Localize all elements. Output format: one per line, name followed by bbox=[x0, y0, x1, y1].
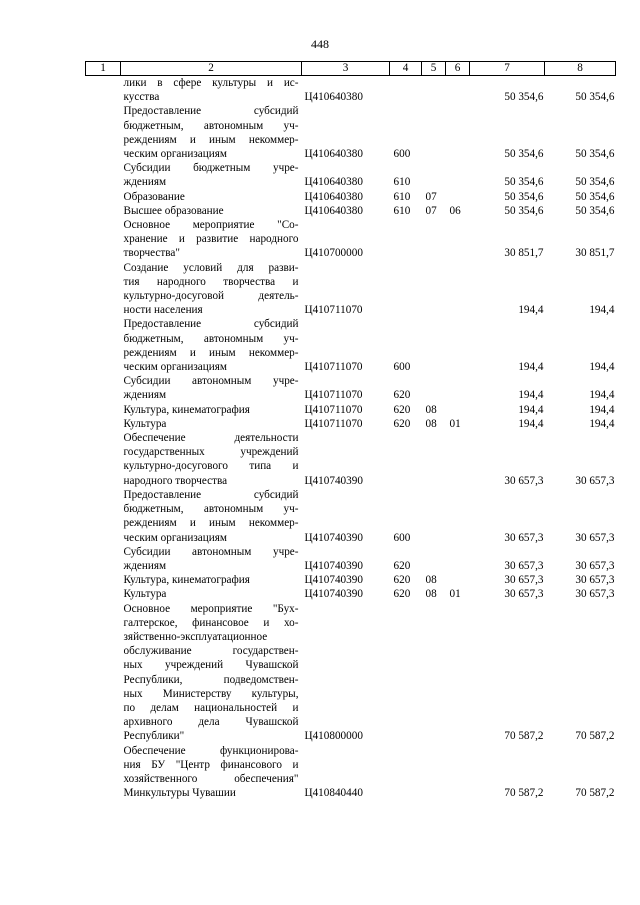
expense-type-cell bbox=[390, 744, 422, 801]
row-name-cell bbox=[121, 218, 302, 261]
expense-type-cell: 620 bbox=[393, 574, 411, 587]
row-name-line: Культура, кинематография bbox=[123, 574, 250, 587]
table-row bbox=[86, 573, 616, 587]
subsection-cell bbox=[446, 218, 470, 261]
row-name-line: ных Министерству культуры, bbox=[123, 687, 299, 700]
subsection-cell bbox=[446, 403, 470, 417]
amount-cell: 30 657,3 bbox=[504, 574, 544, 587]
section-cell bbox=[422, 374, 446, 402]
amount-cell: 194,4 bbox=[518, 403, 544, 416]
section-cell bbox=[422, 744, 446, 801]
table-row bbox=[86, 431, 616, 488]
table-row bbox=[86, 190, 616, 204]
amount-cell: 70 587,2 bbox=[575, 730, 615, 743]
row-name-line: ждениям bbox=[123, 389, 167, 402]
row-name-line: Образование bbox=[123, 190, 185, 203]
row-name-line: творчества" bbox=[123, 247, 180, 260]
row-index-cell bbox=[86, 104, 121, 161]
section-cell bbox=[422, 545, 446, 573]
amount-cell: 50 354,6 bbox=[504, 204, 544, 217]
amount-cell: 30 657,3 bbox=[575, 474, 615, 487]
column-header: 5 bbox=[422, 62, 446, 76]
table-row bbox=[86, 161, 616, 189]
expense-type-cell bbox=[390, 76, 422, 105]
row-name-line: Основное мероприятие "Со- bbox=[123, 219, 299, 232]
row-name-line: Культура bbox=[123, 588, 167, 601]
target-code-cell: Ц410740390 bbox=[304, 474, 363, 487]
target-code-cell: Ц410740390 bbox=[304, 559, 363, 572]
target-code-cell: Ц410711070 bbox=[304, 304, 363, 317]
row-name-cell bbox=[121, 417, 302, 431]
amount-cell: 194,4 bbox=[518, 361, 544, 374]
row-name-cell bbox=[121, 573, 302, 587]
section-cell bbox=[422, 161, 446, 189]
row-name-line: Субсидии бюджетным учре- bbox=[123, 162, 299, 175]
row-name-line: архивного дела Чувашской bbox=[123, 716, 299, 729]
row-index-cell bbox=[86, 431, 121, 488]
amount-cell: 194,4 bbox=[589, 403, 615, 416]
row-index-cell bbox=[86, 403, 121, 417]
amount-cell: 50 354,6 bbox=[504, 190, 544, 203]
amount-cell: 50 354,6 bbox=[504, 176, 544, 189]
target-code-cell: Ц410700000 bbox=[304, 247, 363, 260]
section-cell: 08 bbox=[425, 417, 437, 430]
target-code-cell: Ц410740390 bbox=[304, 574, 363, 587]
table-row bbox=[86, 587, 616, 601]
row-name-line: зяйственно-эксплуатационное bbox=[123, 630, 268, 643]
amount-cell: 50 354,6 bbox=[504, 91, 544, 104]
table-row bbox=[86, 417, 616, 431]
amount-cell: 194,4 bbox=[589, 361, 615, 374]
amount-cell: 30 657,3 bbox=[504, 559, 544, 572]
budget-table bbox=[85, 61, 616, 800]
target-code-cell: Ц410640380 bbox=[304, 176, 363, 189]
column-header: 1 bbox=[86, 62, 121, 76]
target-code-cell: Ц410640380 bbox=[304, 91, 363, 104]
amount-cell: 50 354,6 bbox=[575, 190, 615, 203]
subsection-cell bbox=[446, 602, 470, 744]
row-name-line: Республики, подведомствен- bbox=[123, 673, 299, 686]
subsection-cell bbox=[446, 545, 470, 573]
row-name-line: реждениям и иным некоммер- bbox=[123, 517, 299, 530]
row-name-cell bbox=[121, 161, 302, 189]
amount-cell: 30 657,3 bbox=[575, 531, 615, 544]
row-name-line: народного творчества bbox=[123, 474, 228, 487]
subsection-cell bbox=[446, 104, 470, 161]
row-name-cell bbox=[121, 545, 302, 573]
target-code-cell: Ц410840440 bbox=[304, 787, 363, 800]
row-name-cell bbox=[121, 261, 302, 318]
amount-cell: 194,4 bbox=[518, 417, 544, 430]
row-name-cell bbox=[121, 317, 302, 374]
row-name-line: бюджетным, автономным уч- bbox=[123, 119, 299, 132]
amount-cell: 30 851,7 bbox=[575, 247, 615, 260]
row-index-cell bbox=[86, 190, 121, 204]
table-row bbox=[86, 403, 616, 417]
row-name-line: бюджетным, автономным уч- bbox=[123, 332, 299, 345]
row-name-line: бюджетным, автономным уч- bbox=[123, 503, 299, 516]
table-row bbox=[86, 317, 616, 374]
row-name-line: ческим организациям bbox=[123, 148, 227, 161]
subsection-cell bbox=[446, 488, 470, 545]
expense-type-cell: 600 bbox=[393, 148, 411, 161]
row-name-cell bbox=[121, 587, 302, 601]
row-name-line: культурно-досугового типа и bbox=[123, 460, 299, 473]
subsection-cell bbox=[446, 744, 470, 801]
expense-type-cell: 610 bbox=[393, 204, 411, 217]
amount-cell: 30 657,3 bbox=[575, 574, 615, 587]
amount-cell: 50 354,6 bbox=[575, 176, 615, 189]
expense-type-cell: 620 bbox=[393, 389, 411, 402]
row-name-line: Республики" bbox=[123, 730, 185, 743]
row-name-cell bbox=[121, 744, 302, 801]
row-index-cell bbox=[86, 261, 121, 318]
target-code-cell: Ц410711070 bbox=[304, 361, 363, 374]
expense-type-cell bbox=[390, 261, 422, 318]
row-name-line: Предоставление субсидий bbox=[123, 488, 299, 501]
subsection-cell: 06 bbox=[449, 204, 461, 217]
table-row bbox=[86, 374, 616, 402]
row-index-cell bbox=[86, 545, 121, 573]
row-name-line: кусства bbox=[123, 91, 160, 104]
row-name-cell bbox=[121, 374, 302, 402]
section-cell bbox=[422, 76, 446, 105]
expense-type-cell: 600 bbox=[393, 531, 411, 544]
section-cell: 07 bbox=[425, 190, 437, 203]
column-header: 4 bbox=[390, 62, 422, 76]
expense-type-cell: 610 bbox=[393, 190, 411, 203]
subsection-cell bbox=[446, 190, 470, 204]
amount-cell: 70 587,2 bbox=[504, 730, 544, 743]
amount-cell: 194,4 bbox=[518, 304, 544, 317]
table-row bbox=[86, 602, 616, 744]
subsection-cell bbox=[446, 161, 470, 189]
table-body bbox=[86, 76, 616, 801]
row-name-line: Минкультуры Чувашии bbox=[123, 787, 236, 800]
amount-cell: 30 657,3 bbox=[575, 588, 615, 601]
row-index-cell bbox=[86, 317, 121, 374]
target-code-cell: Ц410640380 bbox=[304, 148, 363, 161]
amount-cell: 70 587,2 bbox=[504, 787, 544, 800]
column-header: 2 bbox=[121, 62, 302, 76]
column-header: 7 bbox=[470, 62, 545, 76]
row-name-cell bbox=[121, 488, 302, 545]
row-name-line: галтерское, финансовое и хо- bbox=[123, 616, 299, 629]
row-name-cell bbox=[121, 602, 302, 744]
target-code-cell: Ц410711070 bbox=[304, 417, 363, 430]
expense-type-cell: 620 bbox=[393, 588, 411, 601]
row-name-line: Культура bbox=[123, 417, 167, 430]
subsection-cell bbox=[446, 374, 470, 402]
row-name-cell bbox=[121, 204, 302, 218]
row-name-line: реждениям и иным некоммер- bbox=[123, 133, 299, 146]
column-header: 8 bbox=[545, 62, 616, 76]
row-name-line: культурно-досуговой деятель- bbox=[123, 290, 299, 303]
subsection-cell bbox=[446, 76, 470, 105]
section-cell bbox=[422, 261, 446, 318]
expense-type-cell: 620 bbox=[393, 403, 411, 416]
target-code-cell: Ц410640380 bbox=[304, 190, 363, 203]
row-name-line: ждениям bbox=[123, 559, 167, 572]
amount-cell: 194,4 bbox=[589, 304, 615, 317]
section-cell bbox=[422, 488, 446, 545]
amount-cell: 30 657,3 bbox=[504, 474, 544, 487]
amount-cell: 194,4 bbox=[518, 389, 544, 402]
row-name-line: ных учреждений Чувашской bbox=[123, 659, 299, 672]
row-name-line: ждениям bbox=[123, 176, 167, 189]
expense-type-cell bbox=[390, 431, 422, 488]
row-index-cell bbox=[86, 587, 121, 601]
target-code-cell: Ц410711070 bbox=[304, 389, 363, 402]
row-name-line: Предоставление субсидий bbox=[123, 105, 299, 118]
target-code-cell: Ц410740390 bbox=[304, 531, 363, 544]
table-row bbox=[86, 261, 616, 318]
column-header: 6 bbox=[446, 62, 470, 76]
expense-type-cell: 600 bbox=[393, 361, 411, 374]
table-row bbox=[86, 218, 616, 261]
row-name-line: Субсидии автономным учре- bbox=[123, 545, 299, 558]
target-code-cell: Ц410800000 bbox=[304, 730, 363, 743]
row-name-line: Предоставление субсидий bbox=[123, 318, 299, 331]
expense-type-cell: 610 bbox=[393, 176, 411, 189]
row-name-cell bbox=[121, 104, 302, 161]
subsection-cell bbox=[446, 431, 470, 488]
row-index-cell bbox=[86, 218, 121, 261]
section-cell: 08 bbox=[425, 588, 437, 601]
row-name-line: Обеспечение функционирова- bbox=[123, 744, 299, 757]
table-row bbox=[86, 545, 616, 573]
row-name-line: тия народного творчества и bbox=[123, 275, 299, 288]
amount-cell: 30 657,3 bbox=[575, 559, 615, 572]
row-name-line: реждениям и иным некоммер- bbox=[123, 346, 299, 359]
section-cell bbox=[422, 431, 446, 488]
section-cell: 08 bbox=[425, 574, 437, 587]
amount-cell: 30 851,7 bbox=[504, 247, 544, 260]
row-name-cell bbox=[121, 431, 302, 488]
table-row bbox=[86, 744, 616, 801]
row-name-line: ческим организациям bbox=[123, 531, 227, 544]
amount-cell: 50 354,6 bbox=[504, 148, 544, 161]
amount-cell: 30 657,3 bbox=[504, 531, 544, 544]
row-name-cell bbox=[121, 76, 302, 105]
page-number: 448 bbox=[311, 37, 329, 51]
target-code-cell: Ц410640380 bbox=[304, 204, 363, 217]
row-index-cell bbox=[86, 76, 121, 105]
section-cell bbox=[422, 317, 446, 374]
row-name-line: государственных учреждений bbox=[123, 446, 299, 459]
column-header: 3 bbox=[302, 62, 390, 76]
subsection-cell bbox=[446, 317, 470, 374]
amount-cell: 70 587,2 bbox=[575, 787, 615, 800]
row-name-line: ческим организациям bbox=[123, 361, 227, 374]
row-index-cell bbox=[86, 374, 121, 402]
row-name-line: по делам национальностей и bbox=[123, 701, 299, 714]
target-code-cell: Ц410740390 bbox=[304, 588, 363, 601]
row-index-cell bbox=[86, 573, 121, 587]
target-code-cell: Ц410711070 bbox=[304, 403, 363, 416]
amount-cell: 30 657,3 bbox=[504, 588, 544, 601]
table-row bbox=[86, 104, 616, 161]
section-cell bbox=[422, 218, 446, 261]
row-name-line: хозяйственного обеспечения" bbox=[123, 772, 299, 785]
expense-type-cell bbox=[390, 218, 422, 261]
section-cell: 07 bbox=[425, 204, 437, 217]
row-name-line: лики в сфере культуры и ис- bbox=[123, 77, 299, 89]
expense-type-cell bbox=[390, 602, 422, 744]
row-index-cell bbox=[86, 204, 121, 218]
row-name-line: Обеспечение деятельности bbox=[123, 432, 299, 445]
expense-type-cell: 620 bbox=[393, 417, 411, 430]
subsection-cell bbox=[446, 261, 470, 318]
amount-cell: 50 354,6 bbox=[575, 91, 615, 104]
row-name-line: Создание условий для разви- bbox=[123, 261, 299, 274]
row-index-cell bbox=[86, 417, 121, 431]
row-name-line: Основное мероприятие "Бух- bbox=[123, 602, 299, 615]
expense-type-cell: 620 bbox=[393, 559, 411, 572]
section-cell: 08 bbox=[425, 403, 437, 416]
row-name-line: Субсидии автономным учре- bbox=[123, 375, 299, 388]
row-index-cell bbox=[86, 161, 121, 189]
subsection-cell: 01 bbox=[449, 588, 461, 601]
row-name-line: хранение и развитие народного bbox=[123, 233, 299, 246]
column-number-row bbox=[86, 62, 616, 76]
row-name-line: ности населения bbox=[123, 304, 203, 317]
subsection-cell bbox=[446, 573, 470, 587]
row-name-line: Культура, кинематография bbox=[123, 403, 250, 416]
row-index-cell bbox=[86, 744, 121, 801]
row-name-line: обслуживание государствен- bbox=[123, 645, 299, 658]
row-index-cell bbox=[86, 488, 121, 545]
amount-cell: 194,4 bbox=[589, 389, 615, 402]
row-name-cell bbox=[121, 403, 302, 417]
subsection-cell: 01 bbox=[449, 417, 461, 430]
section-cell bbox=[422, 104, 446, 161]
amount-cell: 50 354,6 bbox=[575, 148, 615, 161]
table-row bbox=[86, 76, 616, 105]
amount-cell: 194,4 bbox=[589, 417, 615, 430]
row-name-cell bbox=[121, 190, 302, 204]
table-row bbox=[86, 488, 616, 545]
row-index-cell bbox=[86, 602, 121, 744]
row-name-line: Высшее образование bbox=[123, 204, 224, 217]
row-name-line: ния БУ "Центр финансового и bbox=[123, 758, 299, 771]
table-row bbox=[86, 204, 616, 218]
amount-cell: 50 354,6 bbox=[575, 204, 615, 217]
section-cell bbox=[422, 602, 446, 744]
